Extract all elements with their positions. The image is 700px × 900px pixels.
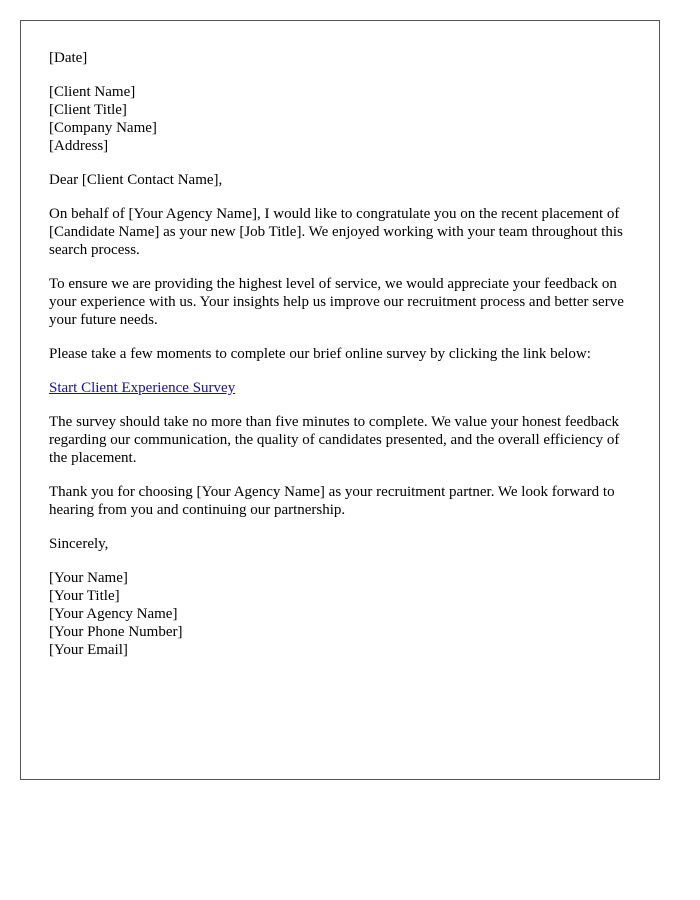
- salutation: Dear [Client Contact Name],: [49, 172, 223, 188]
- signature-block: [49, 569, 639, 659]
- recipient-address-block: [49, 83, 639, 155]
- paragraph-survey-details: The survey should take no more than five minutes to complete. We value your honest feedback regarding our communication, the quality of candidates presented, and the overall efficiency of the placement.: [49, 414, 620, 466]
- paragraph-feedback-request: To ensure we are providing the highest level of service, we would appreciate your feedback on your experience with us. Your insights help us improve our recruitment process and better serve your future needs.: [49, 276, 624, 328]
- letter-page: [20, 20, 660, 780]
- signature-title: [Your Title]: [49, 588, 120, 604]
- signature-agency: [Your Agency Name]: [49, 606, 178, 622]
- signature-name: [Your Name]: [49, 570, 128, 586]
- survey-link-paragraph: [49, 379, 639, 397]
- recipient-company: [Company Name]: [49, 120, 157, 136]
- paragraph-congratulations: On behalf of [Your Agency Name], I would like to congratulate you on the recent placement of [Candidate Name] as your new [Job Title]. We enjoyed working with your team throughout this search process.: [49, 206, 623, 258]
- recipient-title: [Client Title]: [49, 102, 127, 118]
- closing: Sincerely,: [49, 536, 109, 552]
- recipient-address: [Address]: [49, 138, 109, 154]
- paragraph-thank-you: Thank you for choosing [Your Agency Name] as your recruitment partner. We look forward to hearing from you and continuing our partnership.: [49, 484, 615, 518]
- paragraph-survey-instruction: Please take a few moments to complete our brief online survey by clicking the link below:: [49, 346, 591, 362]
- date-block: [49, 49, 639, 67]
- survey-link[interactable]: Start Client Experience Survey: [49, 380, 236, 396]
- recipient-name: [Client Name]: [49, 84, 136, 100]
- letter-date: [Date]: [49, 50, 88, 66]
- signature-phone: [Your Phone Number]: [49, 624, 183, 640]
- letter-body: [49, 49, 639, 675]
- signature-email: [Your Email]: [49, 642, 128, 658]
